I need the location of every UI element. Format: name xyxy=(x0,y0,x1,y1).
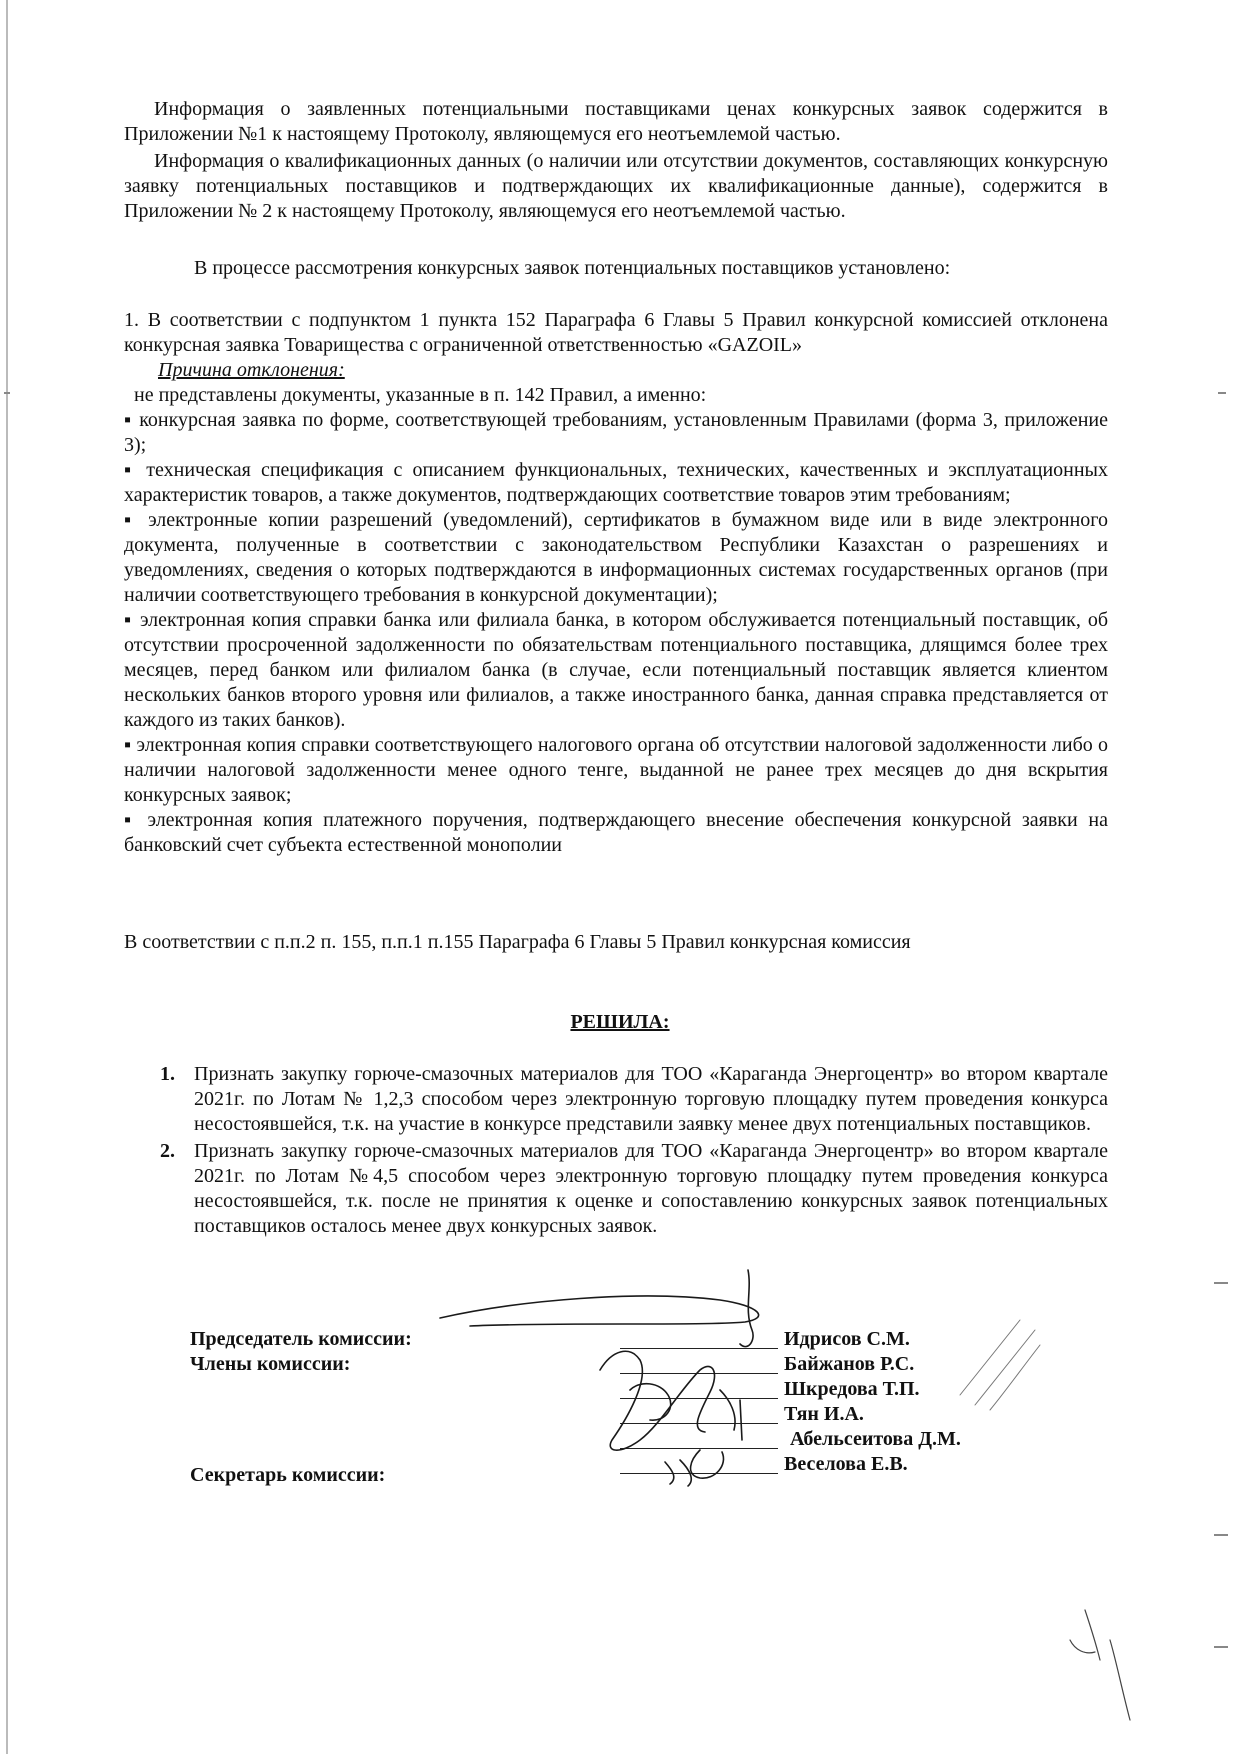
signature-member-1 xyxy=(600,1351,715,1450)
signature-line xyxy=(620,1348,778,1349)
intro-paragraph-prices: Информация о заявленных потенциальными поставщиками ценах конкурсных заявок содержится в Приложении №1 к настоящему Протоколу, являющемуся его неотъемлемой частью. xyxy=(124,98,1108,145)
decision-number: 2. xyxy=(160,1140,175,1162)
scan-mark xyxy=(1218,392,1226,394)
intro-findings xyxy=(124,256,1108,281)
rejection-bullet: ▪ электронные копии разрешений (уведомлений), сертификатов в бумажном виде или в виде электронного документа, полученные в соответствии с законодательством Республики Казахстан о разрешениях и уведомлениях, сведения о которых подтверждаются в информационных системах государственных органов (при наличии соответствующего требования в конкурсной документации); xyxy=(124,509,1108,606)
decision-text: Признать закупку горюче-смазочных материалов для ТОО «Караганда Энергоцентр» во втором квартале 2021г. по Лотам № 1,2,3 способом через электронную торговую площадку путем проведения конкурса несостоявшейся, т.к. на участие в конкурсе представили заявку менее двух потенциальных поставщиков. xyxy=(194,1063,1108,1135)
basis-paragraph: В соответствии с п.п.2 п. 155, п.п.1 п.155 Параграфа 6 Главы 5 Правил конкурсная комиссия xyxy=(124,931,911,953)
signature-line xyxy=(620,1473,778,1474)
signature-line xyxy=(620,1448,778,1449)
member-name: Байжанов Р.С. xyxy=(784,1353,915,1375)
rejection-bullet: ▪ электронная копия платежного поручения, подтверждающего внесение обеспечения конкурсной заявки на банковский счет субъекта естественной монополии xyxy=(124,809,1108,856)
intro-paragraph-qualifications: Информация о квалификационных данных (о наличии или отсутствии документов, составляющих конкурсную заявку потенциальных поставщиков и подтверждающих их квалификационные данные), содержится в Приложении № 2 к настоящему Протоколу, являющемуся его неотъемлемой частью. xyxy=(124,150,1108,222)
rejection-section xyxy=(124,308,1108,858)
rejection-reason-label: Причина отклонения: xyxy=(158,359,345,381)
corner-scribble xyxy=(1070,1610,1130,1720)
decision-list xyxy=(160,1062,1108,1239)
rejection-bullet: ▪ техническая спецификация с описанием функциональных, технических, качественных и эксплуатационных характеристик товаров, а также документов, подтверждающих соответствие товаров этим требованиям; xyxy=(124,459,1108,506)
decision-item xyxy=(160,1139,1108,1239)
member-name: Абельсеитова Д.М. xyxy=(790,1428,961,1450)
scan-mark xyxy=(1214,1646,1228,1648)
basis-section xyxy=(124,930,1108,955)
signature-line xyxy=(620,1423,778,1424)
intro-paragraph-findings: В процессе рассмотрения конкурсных заявок потенциальных поставщиков установлено: xyxy=(194,257,951,279)
scan-mark xyxy=(1214,1534,1228,1536)
member-name: Тян И.А. xyxy=(784,1403,864,1425)
decision-number: 1. xyxy=(160,1063,175,1085)
signature-chair xyxy=(440,1296,759,1326)
signature-faint-strokes xyxy=(960,1320,1040,1410)
rejection-reason-intro: не представлены документы, указанные в п. 142 Правил, а именно: xyxy=(134,384,707,406)
secretary-label: Секретарь комиссии: xyxy=(190,1464,386,1486)
member-name: Шкредова Т.П. xyxy=(784,1378,920,1400)
member-name: Веселова Е.В. xyxy=(784,1453,908,1475)
decision-text: Признать закупку горюче-смазочных материалов для ТОО «Караганда Энергоцентр» во втором квартале 2021г. по Лотам №4,5 способом через электронную торговую площадку путем проведения конкурса несостоявшейся, т.к. после не принятия к оценке и сопоставлению конкурсных заявок потенциальных поставщиков осталось менее двух конкурсных заявок. xyxy=(194,1140,1108,1237)
rejection-bullet: ▪ конкурсная заявка по форме, соответствующей требованиям, установленным Правилами (форма 3, приложение 3); xyxy=(124,409,1108,456)
members-label: Члены комиссии: xyxy=(190,1353,351,1375)
chair-label: Председатель комиссии: xyxy=(190,1328,412,1350)
scan-edge xyxy=(6,0,8,1754)
rejection-paragraph: 1. В соответствии с подпунктом 1 пункта 152 Параграфа 6 Главы 5 Правил конкурсной комиссией отклонена конкурсная заявка Товарищества с ограниченной ответственностью «GAZOIL» xyxy=(124,309,1108,356)
decision-heading: РЕШИЛА: xyxy=(570,1011,670,1033)
rejection-bullet: ▪ электронная копия справки банка или филиала банка, в котором обслуживается потенциальный поставщик, об отсутствии просроченной задолженности по обязательствам потенциального поставщика, длящимся более трех месяцев, перед банком или филиалом банка (в случае, если потенциальный поставщик является клиентом нескольких банков второго уровня или филиалов, а также иностранного банка, данная справка представляется от каждого из таких банков). xyxy=(124,609,1108,731)
signature-chair-tail xyxy=(740,1270,753,1347)
scan-mark xyxy=(1214,1282,1228,1284)
intro-section xyxy=(124,97,1108,224)
member-name: Идрисов С.М. xyxy=(784,1328,910,1350)
signature-line xyxy=(620,1398,778,1399)
scan-mark xyxy=(4,392,10,394)
signature-member-2 xyxy=(630,1384,671,1421)
decision-item xyxy=(160,1062,1108,1137)
signature-line xyxy=(620,1373,778,1374)
rejection-bullet: ▪ электронная копия справки соответствующего налогового органа об отсутствии налоговой задолженности либо о наличии налоговой задолженности менее одного тенге, выданной не ранее трех месяцев до дня вскрытия конкурсных заявок; xyxy=(124,734,1108,806)
